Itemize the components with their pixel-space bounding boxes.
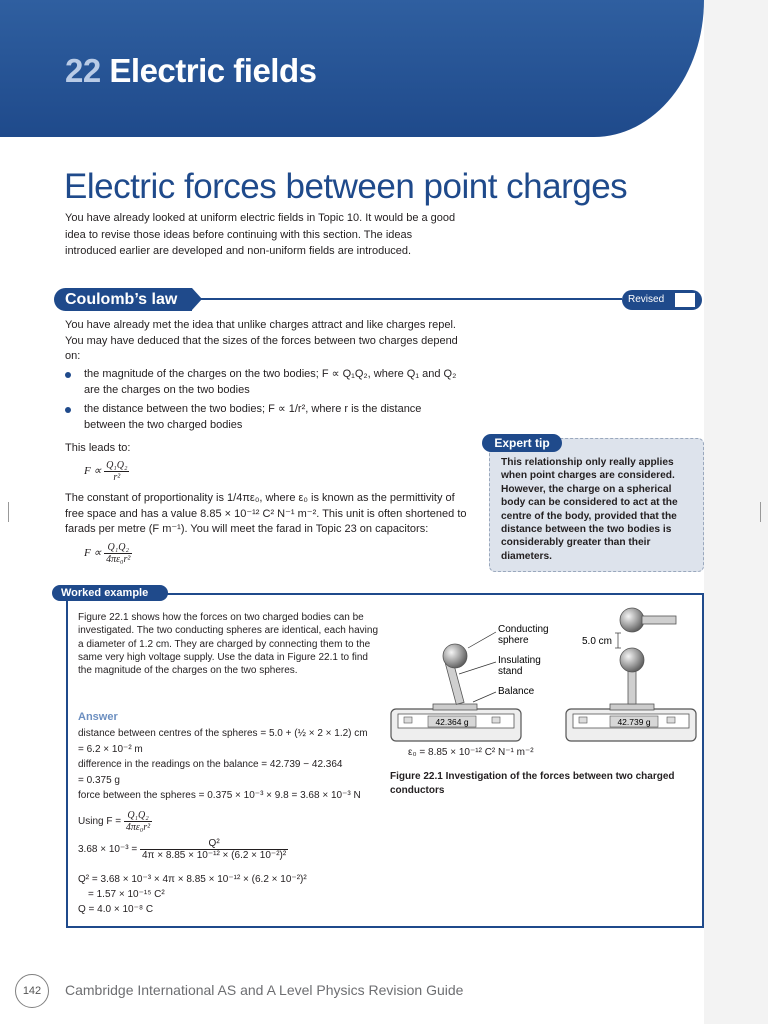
figure-caption xyxy=(390,770,690,798)
solution-line: = 1.57 × 10⁻¹⁵ C² xyxy=(88,889,165,900)
worked-example-label: Worked example xyxy=(52,585,168,601)
equation-fraction xyxy=(140,838,288,861)
bullet-text: the distance between the two bodies; F ∝ 1/r², where r is the distance between the two charged bodies xyxy=(84,403,422,431)
upper-sphere-icon xyxy=(620,608,644,632)
chapter-number: 22 xyxy=(65,52,101,89)
answer-lines xyxy=(78,726,388,804)
equation-1 xyxy=(78,838,288,861)
answer-line: force between the spheres = 0.375 × 10⁻³ × 9.8 = 3.68 × 10⁻³ N xyxy=(78,790,361,801)
expert-tip-text: This relationship only really applies when point charges are considered. However, the charge on a spherical body can be considered to act at the centre of the body, provided that the distance between the two bodies is considerably greater than their diameters. xyxy=(501,457,678,562)
distance-label: 5.0 cm xyxy=(582,636,613,647)
coulomb-heading-bar xyxy=(54,288,704,312)
epsilon-value: ε₀ = 8.85 × 10⁻¹² C² N⁻¹ m⁻² xyxy=(408,747,534,758)
formula-proportionality xyxy=(84,460,129,483)
conducting-sphere-icon xyxy=(443,644,467,668)
page-edge-strip xyxy=(704,0,768,1024)
formula-denominator: r² xyxy=(113,472,121,483)
bullet-text: the magnitude of the charges on the two bodies; F ∝ Q₁Q₂, where Q₁ and Q₂ are the charges on the two bodies xyxy=(84,368,457,396)
bullet-icon xyxy=(65,407,71,413)
label-conducting-sphere: Conducting sphere xyxy=(498,624,549,646)
expert-tip-label: Expert tip xyxy=(482,434,562,452)
answer-line: = 0.375 g xyxy=(78,774,120,786)
formula-lhs: F ∝ xyxy=(84,547,102,560)
equation-solution xyxy=(78,872,307,917)
coulomb-paragraph-1: You have already met the idea that unlike charges attract and like charges repel. You may have deduced that the sizes of the forces between two charges depend on: xyxy=(65,319,458,362)
right-reading: 42.739 g xyxy=(617,717,651,727)
formula-coulomb xyxy=(84,542,132,565)
right-balance xyxy=(566,704,696,741)
using-fraction xyxy=(124,810,152,833)
revised-label: Revised xyxy=(628,294,665,305)
formula-fraction xyxy=(104,460,129,483)
equation-numerator: Q² xyxy=(140,838,288,850)
crop-mark-right xyxy=(760,502,761,522)
worked-example-question: Figure 22.1 shows how the forces on two charged bodies can be investigated. The two conducting spheres are identical, each having a diameter of 1.2 cm. They are charged by connecting them to the same very high voltage supply. Use the data in Figure 22.1 to find the magnitude of the charges on the two spheres. xyxy=(78,612,379,677)
formula-numerator: Q₁Q₂ xyxy=(104,542,132,554)
left-balance xyxy=(391,704,521,741)
revised-checkbox[interactable] xyxy=(674,292,696,308)
equation-denominator: 4π × 8.85 × 10⁻¹² × (6.2 × 10⁻²)² xyxy=(142,850,287,861)
formula-fraction xyxy=(104,542,132,565)
coulomb-paragraph-2: The constant of proportionality is 1/4πε₀, where ε₀ is known as the permittivity of free space and has a value 8.85 × 10⁻¹² C² N⁻¹ m⁻². This unit is often shortened to farads per metre (F m⁻¹). You will meet the farad in Topic 23 on capacitors: xyxy=(65,492,467,535)
leads-to-text: This leads to: xyxy=(65,442,131,454)
left-reading: 42.364 g xyxy=(435,717,469,727)
label-balance: Balance xyxy=(498,686,535,697)
revised-tag xyxy=(622,290,702,310)
right-sphere-stand xyxy=(620,608,676,704)
label-insulating-stand: Insulating stand xyxy=(498,655,541,677)
left-sphere-stand xyxy=(443,644,467,704)
coulomb-heading: Coulomb’s law xyxy=(54,288,192,311)
answer-line: = 6.2 × 10⁻² m xyxy=(78,743,143,755)
answer-line: difference in the readings on the balance = 42.739 − 42.364 xyxy=(78,759,343,770)
figure-apparatus xyxy=(388,604,698,754)
book-title: Cambridge International AS and A Level Physics Revision Guide xyxy=(65,982,464,998)
formula-lhs: F ∝ xyxy=(84,465,102,478)
heading-rule xyxy=(198,298,622,300)
using-formula xyxy=(78,810,152,833)
crop-mark-left xyxy=(8,502,9,522)
solution-line: Q² = 3.68 × 10⁻³ × 4π × 8.85 × 10⁻¹² × (6.2 × 10⁻²)² xyxy=(78,874,307,885)
caption-rest: conductors xyxy=(390,785,445,796)
page-number: 142 xyxy=(15,974,49,1008)
section-title: Electric forces between point charges xyxy=(64,167,628,206)
answer-line: distance between centres of the spheres = 5.0 + (½ × 2 × 1.2) cm xyxy=(78,728,368,739)
using-denominator: 4πε₀r² xyxy=(125,822,151,833)
lower-sphere-icon xyxy=(620,648,644,672)
section-intro: You have already looked at uniform electric fields in Topic 10. It would be a good idea to revise those ideas before continuing with this section. The ideas introduced earlier are developed and non-uniform fields are introduced. xyxy=(65,212,456,257)
caption-bold: Figure 22.1 Investigation of the forces between two charged xyxy=(390,771,675,782)
bullet-icon xyxy=(65,372,71,378)
formula-denominator: 4πε₀r² xyxy=(106,554,131,565)
chapter-title xyxy=(65,52,317,90)
answer-label: Answer xyxy=(78,711,118,723)
formula-numerator: Q₁Q₂ xyxy=(106,460,128,471)
using-numerator: Q₁Q₂ xyxy=(124,810,152,822)
using-prefix: Using F = xyxy=(78,816,122,828)
chapter-name: Electric fields xyxy=(109,52,317,89)
equation-lhs: 3.68 × 10⁻³ = xyxy=(78,844,138,856)
solution-line: Q = 4.0 × 10⁻⁸ C xyxy=(78,904,154,915)
